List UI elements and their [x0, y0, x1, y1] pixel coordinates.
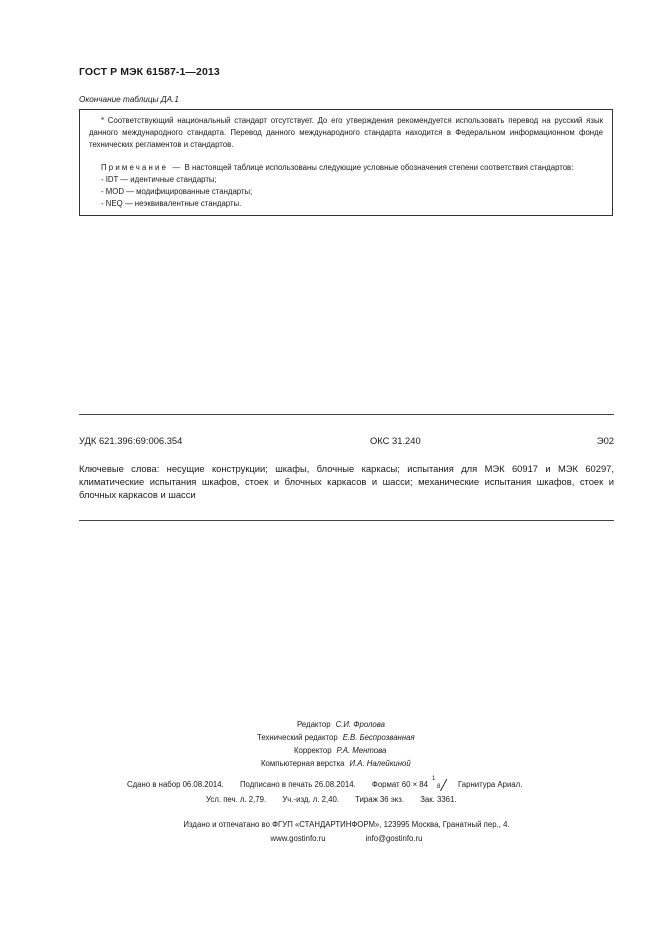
credit-name: Е.В. Беспрозванная [342, 733, 415, 742]
fraction-denominator: 8 [436, 784, 441, 790]
imprint-row-2 [206, 795, 471, 804]
fraction-numerator: 1 [431, 776, 436, 782]
publisher-block [79, 818, 614, 846]
imprint-sent: Сдано в набор 06.08.2014. [127, 780, 224, 790]
credit-role: Технический редактор [257, 733, 338, 742]
imprint-order: Зак. 3361. [420, 795, 457, 804]
publisher-email-link[interactable]: info@gostinfo.ru [365, 834, 423, 843]
imprint-format: Формат 60 × 84 [371, 780, 428, 790]
page-header-title: ГОСТ Р МЭК 61587-1—2013 [79, 66, 220, 78]
imprint-signed: Подписано в печать 26.08.2014. [239, 780, 356, 790]
credit-role: Компьютерная верстка [261, 759, 345, 768]
credit-corrector [294, 744, 386, 758]
list-item-idt: - IDT — идентичные стандарты; [101, 175, 217, 184]
table-caption: Окончание таблицы ДА.1 [79, 95, 179, 104]
footnote-box [79, 109, 613, 216]
credit-role: Редактор [297, 720, 331, 729]
keywords-text: Ключевые слова: несущие конструкции; шкафы, блочные каркасы; испытания для МЭК 60917 и МЭК 60297, климатические испытания шкафов, стоек и блочных каркасов и шасси; механические испытания шкафов, стоек и блочных каркасов и шасси [79, 463, 614, 500]
credit-editor [297, 718, 385, 732]
publisher-website-link[interactable]: www.gostinfo.ru [270, 834, 326, 843]
oks-code: ОКС 31.240 [370, 435, 421, 446]
imprint-circulation: Тираж 36 экз. [355, 795, 405, 804]
imprint-publisher-sheets: Уч.-изд. л. 2,40. [282, 795, 339, 804]
imprint-row-1 [127, 776, 536, 791]
group-code: Э02 [596, 435, 614, 446]
divider-top [79, 414, 614, 415]
publisher-line: Издано и отпечатано во ФГУП «СТАНДАРТИНФОРМ», 123995 Москва, Гранатный пер., 4. [183, 820, 510, 829]
udc-code: УДК 621.396:69:006.354 [79, 435, 183, 446]
publisher-contacts [79, 832, 614, 846]
credit-role: Корректор [294, 746, 332, 755]
credit-tech-editor [257, 731, 415, 745]
list-item-mod: - MOD — модифицированные стандарты; [101, 187, 253, 196]
list-item-neq: - NEQ — неэквивалентные стандарты. [101, 199, 242, 208]
credit-layout [261, 757, 411, 771]
note-label: Примечание — [101, 163, 183, 172]
credit-name: С.И. Фролова [335, 720, 385, 729]
imprint-print-sheets: Усл. печ. л. 2,79. [206, 795, 267, 804]
format-fraction [430, 776, 444, 791]
note-text: В настоящей таблице использованы следующие условные обозначения степени соответствия стандартов: [182, 163, 574, 172]
footnote-text: * Соответствующий национальный стандарт отсутствует. До его утверждения рекомендуется использовать перевод на русский язык данного международного стандарта. Перевод данного международного стандарта находится в Федеральном информационном фонде технических регламентов и стандартов. [89, 116, 603, 149]
credit-name: Р.А. Ментова [336, 746, 387, 755]
credit-name: И.А. Налейкиной [349, 759, 411, 768]
divider-bottom [79, 520, 614, 521]
note-paragraph [89, 162, 603, 174]
imprint-font: Гарнитура Ариал. [457, 780, 523, 790]
